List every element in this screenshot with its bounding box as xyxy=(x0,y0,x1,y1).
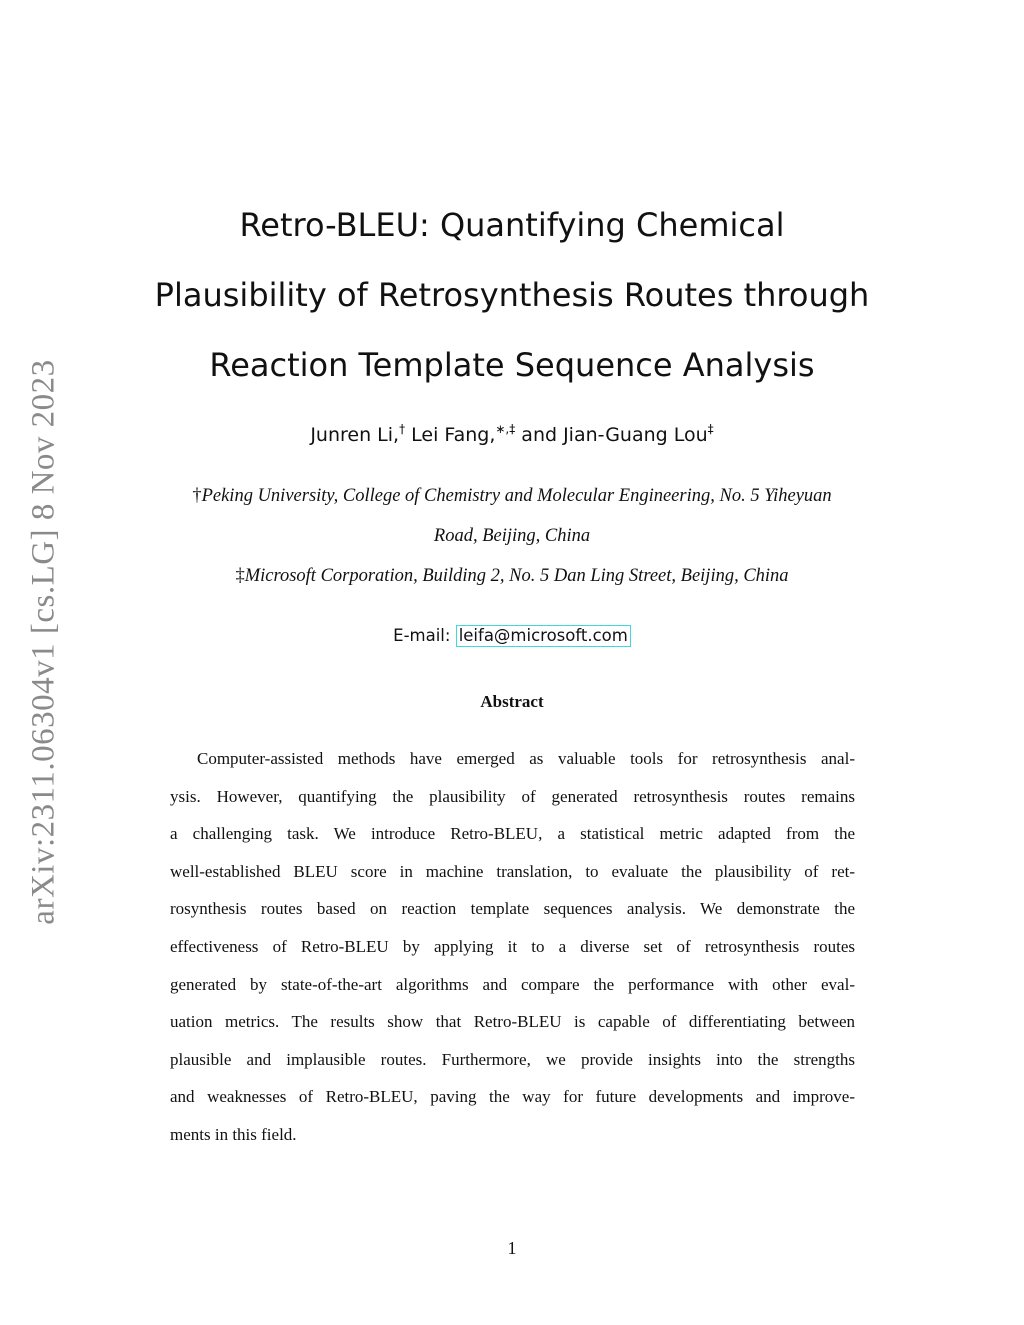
paper-title xyxy=(0,190,1024,400)
affiliation-peking-line1 xyxy=(0,486,1024,507)
author-affiliation-mark: † xyxy=(399,422,406,436)
affiliation-mark: † xyxy=(192,486,202,506)
title-line: Retro-BLEU: Quantifying Chemical xyxy=(239,206,785,244)
email-label: E-mail: xyxy=(393,626,451,645)
abstract-line: well-established BLEU score in machine translation, to evaluate the plausibility of ret- xyxy=(170,861,855,881)
abstract-text xyxy=(170,740,855,1154)
abstract-line: ysis. However, quantifying the plausibility of generated retrosynthesis routes remains xyxy=(170,786,855,806)
affiliation-text: Peking University, College of Chemistry and Molecular Engineering, No. 5 Yiheyuan xyxy=(201,486,832,506)
page-number: 1 xyxy=(507,1238,517,1258)
abstract-line: uation metrics. The results show that Retro-BLEU is capable of differentiating between xyxy=(170,1012,855,1032)
author-affiliation-mark: ‡ xyxy=(707,422,714,436)
affiliation-microsoft xyxy=(0,566,1024,587)
affiliation-mark: ‡ xyxy=(235,566,245,586)
abstract-line: effectiveness of Retro-BLEU by applying it to a diverse set of retrosynthesis routes xyxy=(170,936,855,956)
abstract-line: a challenging task. We introduce Retro-BLEU, a statistical metric adapted from the xyxy=(170,824,855,844)
affiliation-text: Microsoft Corporation, Building 2, No. 5 Dan Ling Street, Beijing, China xyxy=(244,566,789,586)
title-line: Plausibility of Retrosynthesis Routes through xyxy=(154,276,870,314)
author-name: Lei Fang, xyxy=(411,424,496,446)
abstract-line: rosynthesis routes based on reaction template sequences analysis. We demonstrate the xyxy=(170,899,855,919)
author-name: Junren Li, xyxy=(310,424,400,446)
title-line: Reaction Template Sequence Analysis xyxy=(209,346,815,384)
abstract-line: and weaknesses of Retro-BLEU, paving the way for future developments and improve- xyxy=(170,1087,855,1107)
author-name: and Jian-Guang Lou xyxy=(521,424,708,446)
email-row xyxy=(0,625,1024,647)
abstract-heading: Abstract xyxy=(480,692,544,711)
affiliation-peking-line2: Road, Beijing, China xyxy=(433,526,591,546)
author-list xyxy=(0,424,1024,446)
abstract-line: Computer-assisted methods have emerged as valuable tools for retrosynthesis anal- xyxy=(197,749,855,768)
email-link[interactable]: leifa@microsoft.com xyxy=(456,625,631,647)
abstract-line: ments in this field. xyxy=(170,1124,297,1144)
arxiv-stamp: arXiv:2311.06304v1 [cs.LG] 8 Nov 2023 xyxy=(25,359,62,925)
abstract-line: plausible and implausible routes. Furthermore, we provide insights into the strengths xyxy=(170,1049,855,1069)
author-affiliation-mark: ∗,‡ xyxy=(495,422,516,436)
abstract-line: generated by state-of-the-art algorithms and compare the performance with other eval- xyxy=(170,974,855,994)
